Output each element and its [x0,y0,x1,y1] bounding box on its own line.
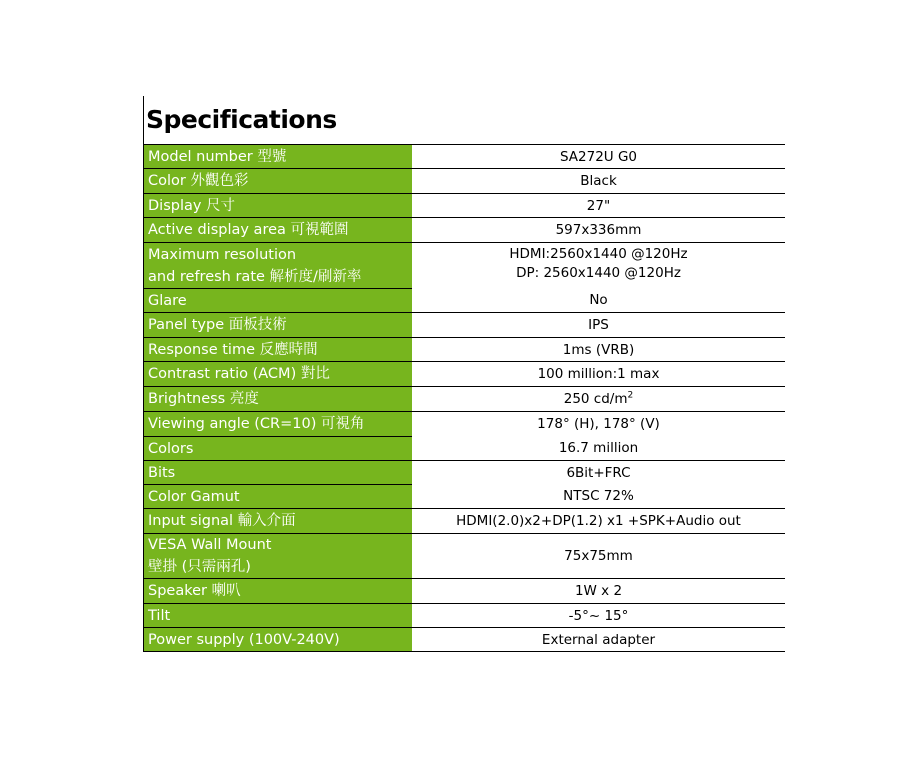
table-row [144,387,786,412]
title-row [143,96,780,144]
table-row [144,485,786,509]
spec-label: Model number 型號 [144,145,413,169]
spec-value: 1ms (VRB) [412,338,785,362]
spec-label: Glare [144,289,413,313]
spec-label: Response time 反應時間 [144,338,413,362]
spec-label: Active display area 可視範圍 [144,218,413,243]
table-row [144,362,786,387]
table-row [144,194,786,218]
spec-label [144,534,413,579]
table-row [144,313,786,338]
spec-value: NTSC 72% [412,485,785,509]
table-row [144,604,786,628]
spec-value: 16.7 million [412,437,785,461]
spec-label: Colors [144,437,413,461]
spec-label: Contrast ratio (ACM) 對比 [144,362,413,387]
spec-value: -5°~ 15° [412,604,785,628]
spec-label-line: VESA Wall Mount [148,537,272,553]
brightness-value: 250 cd/m [563,391,628,407]
spec-label-line: 壁掛 (只需兩孔) [148,559,251,575]
spec-label: Speaker 喇叭 [144,579,413,604]
spec-value: HDMI(2.0)x2+DP(1.2) x1 +SPK+Audio out [412,509,785,534]
spec-value: 178° (H), 178° (V) [412,412,785,437]
spec-table [143,144,785,652]
spec-value: 597x336mm [412,218,785,243]
spec-value [412,243,785,289]
page-title: Specifications [146,105,337,134]
table-row [144,579,786,604]
spec-label: Display 尺寸 [144,194,413,218]
spec-value: Black [412,169,785,194]
spec-value: 75x75mm [412,534,785,579]
spec-value-line: HDMI:2560x1440 @120Hz [509,246,688,262]
spec-label: Color 外觀色彩 [144,169,413,194]
spec-label: Bits [144,461,413,485]
spec-value-line: DP: 2560x1440 @120Hz [516,265,681,281]
spec-value: 27" [412,194,785,218]
spec-label: Power supply (100V-240V) [144,628,413,652]
spec-value: External adapter [412,628,785,652]
table-row [144,169,786,194]
spec-label [144,243,413,289]
brightness-superscript: 2 [627,390,634,401]
spec-label: Color Gamut [144,485,413,509]
table-row [144,412,786,437]
spec-value: 6Bit+FRC [412,461,785,485]
table-row [144,289,786,313]
table-row [144,628,786,652]
spec-label-line: Maximum resolution [148,246,297,263]
spec-label: Input signal 輸入介面 [144,509,413,534]
table-row [144,243,786,289]
table-row [144,461,786,485]
spec-label: Brightness 亮度 [144,387,413,412]
spec-sheet [143,96,780,652]
spec-value: 1W x 2 [412,579,785,604]
spec-value: No [412,289,785,313]
spec-value [412,387,785,412]
table-row [144,509,786,534]
spec-label: Panel type 面板技術 [144,313,413,338]
table-row [144,534,786,579]
spec-label: Viewing angle (CR=10) 可視角 [144,412,413,437]
spec-label-line: and refresh rate 解析度/刷新率 [148,268,362,285]
table-row [144,338,786,362]
table-row [144,145,786,169]
table-row [144,437,786,461]
spec-value: 100 million:1 max [412,362,785,387]
table-row [144,218,786,243]
spec-value: IPS [412,313,785,338]
spec-value: SA272U G0 [412,145,785,169]
spec-label: Tilt [144,604,413,628]
